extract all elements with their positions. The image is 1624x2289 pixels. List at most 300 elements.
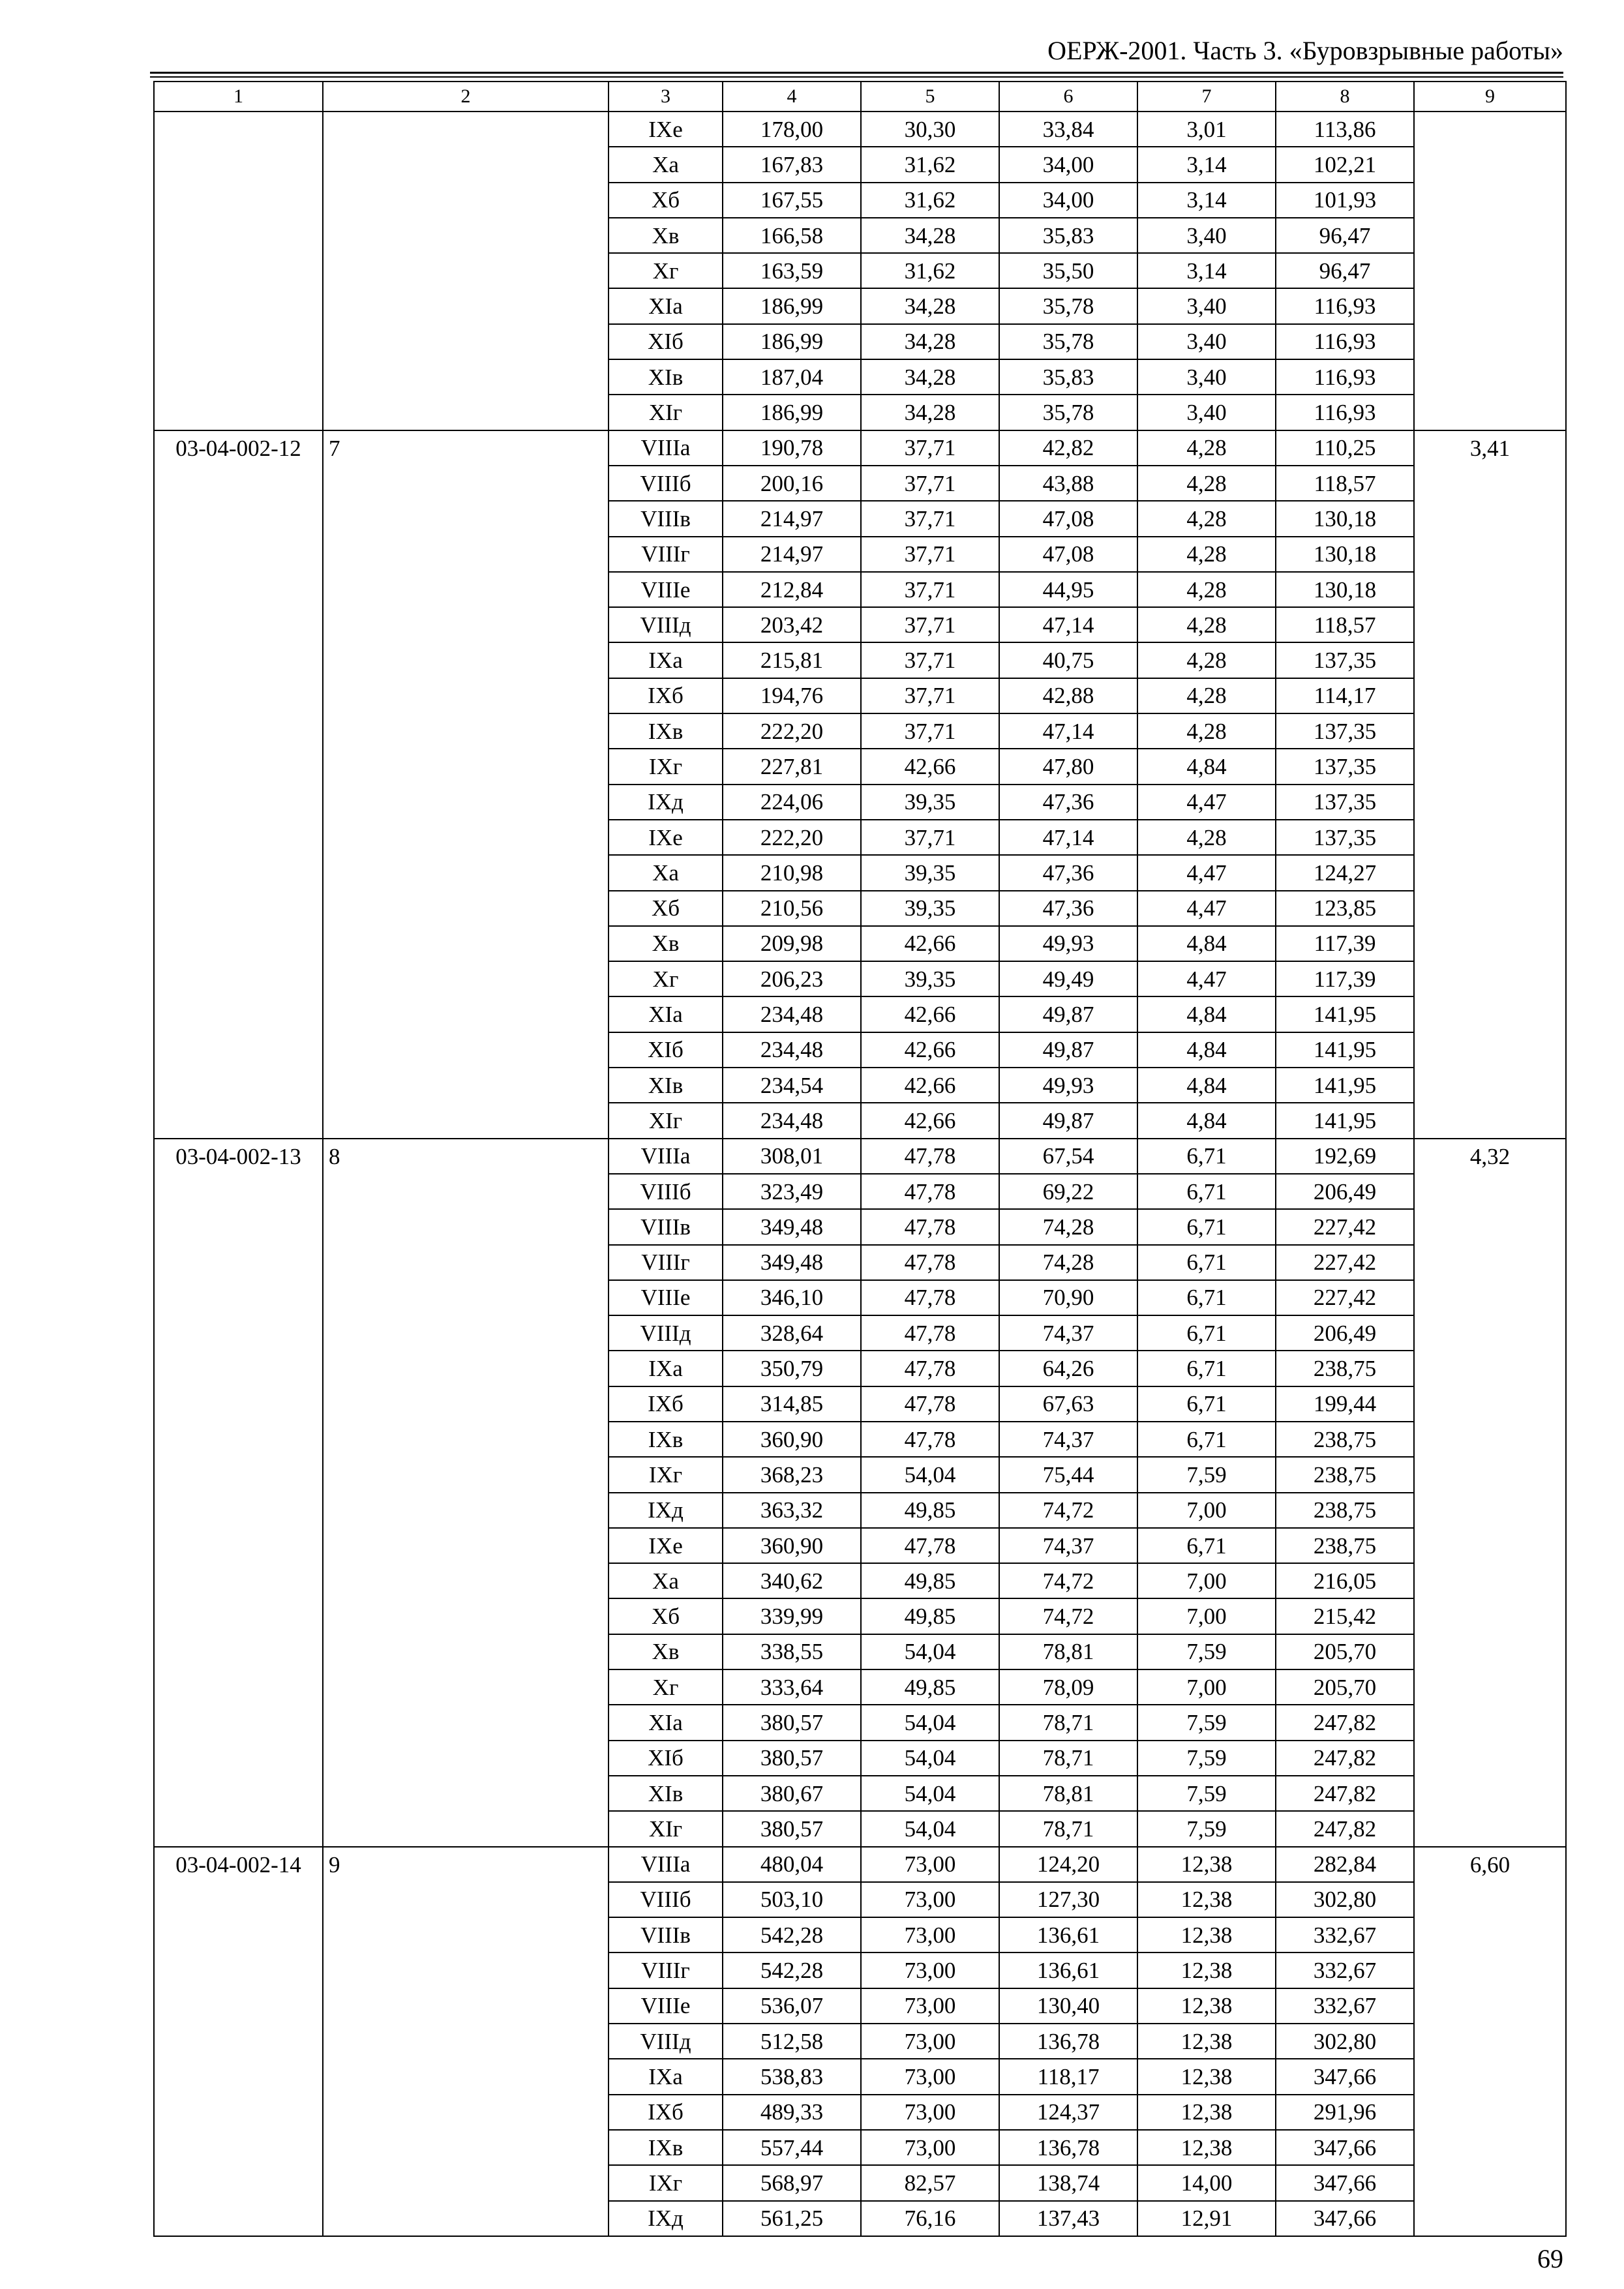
rock-group-cell: XIв	[609, 1776, 723, 1811]
rock-group-cell: IXв	[609, 2130, 723, 2165]
value-cell: 114,17	[1276, 678, 1414, 713]
value-cell: 74,37	[999, 1528, 1137, 1563]
value-cell: 54,04	[861, 1811, 999, 1846]
value-cell: 346,10	[723, 1280, 861, 1315]
value-cell: 69,22	[999, 1174, 1137, 1209]
value-cell: 238,75	[1276, 1493, 1414, 1528]
rock-group-cell: Xв	[609, 1634, 723, 1669]
value-cell: 37,71	[861, 713, 999, 749]
value-cell: 42,82	[999, 430, 1137, 466]
value-cell: 117,39	[1276, 926, 1414, 961]
value-cell: 75,44	[999, 1457, 1137, 1492]
rock-group-cell: Xг	[609, 961, 723, 996]
column-number-row	[154, 82, 1566, 112]
value-cell: 54,04	[861, 1705, 999, 1740]
value-cell: 14,00	[1137, 2165, 1276, 2200]
value-cell: 234,48	[723, 1103, 861, 1138]
value-cell: 12,38	[1137, 1882, 1276, 1917]
rock-group-cell: VIIIг	[609, 1952, 723, 1988]
rock-group-cell: XIг	[609, 1103, 723, 1138]
rock-group-cell: IXа	[609, 2059, 723, 2094]
value-cell: 380,57	[723, 1705, 861, 1740]
value-cell: 130,18	[1276, 537, 1414, 572]
value-cell: 227,42	[1276, 1209, 1414, 1244]
rate-column-2-cell	[323, 112, 609, 430]
table-row	[154, 112, 1566, 147]
value-cell: 4,47	[1137, 961, 1276, 996]
rock-group-cell: VIIIб	[609, 466, 723, 501]
rock-group-cell: VIIIа	[609, 430, 723, 466]
value-cell: 37,71	[861, 466, 999, 501]
rate-code-cell: 03-04-002-13	[154, 1139, 323, 1847]
value-cell: 73,00	[861, 1882, 999, 1917]
value-cell: 291,96	[1276, 2095, 1414, 2130]
value-cell: 42,66	[861, 1068, 999, 1103]
value-cell: 347,66	[1276, 2130, 1414, 2165]
value-cell: 49,85	[861, 1598, 999, 1634]
value-cell: 78,71	[999, 1811, 1137, 1846]
table-row	[154, 1139, 1566, 1174]
value-cell: 35,78	[999, 288, 1137, 323]
value-cell: 3,14	[1137, 147, 1276, 182]
value-cell: 73,00	[861, 1988, 999, 2024]
value-cell: 210,98	[723, 855, 861, 890]
value-cell: 206,49	[1276, 1315, 1414, 1351]
value-cell: 3,40	[1137, 288, 1276, 323]
value-cell: 192,69	[1276, 1139, 1414, 1174]
value-cell: 206,23	[723, 961, 861, 996]
rock-group-cell: VIIIд	[609, 1315, 723, 1351]
value-cell: 4,84	[1137, 1103, 1276, 1138]
rate-code-cell	[154, 112, 323, 430]
value-cell: 209,98	[723, 926, 861, 961]
value-cell: 503,10	[723, 1882, 861, 1917]
value-cell: 123,85	[1276, 891, 1414, 926]
value-cell: 7,59	[1137, 1634, 1276, 1669]
value-cell: 4,28	[1137, 713, 1276, 749]
value-cell: 82,57	[861, 2165, 999, 2200]
value-cell: 31,62	[861, 253, 999, 288]
value-cell: 70,90	[999, 1280, 1137, 1315]
value-cell: 43,88	[999, 466, 1137, 501]
value-cell: 480,04	[723, 1847, 861, 1882]
value-cell: 349,48	[723, 1245, 861, 1280]
value-cell: 47,08	[999, 501, 1137, 536]
rate-column-2-cell: 7	[323, 430, 609, 1139]
value-cell: 12,38	[1137, 1847, 1276, 1882]
value-cell: 49,93	[999, 1068, 1137, 1103]
column-header: 3	[609, 82, 723, 112]
value-cell: 380,57	[723, 1741, 861, 1776]
value-cell: 4,28	[1137, 430, 1276, 466]
value-cell: 136,78	[999, 2024, 1137, 2059]
value-cell: 37,71	[861, 820, 999, 855]
value-cell: 130,18	[1276, 501, 1414, 536]
value-cell: 227,42	[1276, 1245, 1414, 1280]
column-header: 7	[1137, 82, 1276, 112]
rock-group-cell: VIIIе	[609, 1988, 723, 2024]
value-cell: 557,44	[723, 2130, 861, 2165]
value-cell: 37,71	[861, 501, 999, 536]
value-cell: 47,14	[999, 713, 1137, 749]
value-cell: 34,28	[861, 324, 999, 359]
value-cell: 7,00	[1137, 1563, 1276, 1598]
rock-group-cell: XIб	[609, 1032, 723, 1068]
value-cell: 6,71	[1137, 1386, 1276, 1422]
value-cell: 54,04	[861, 1634, 999, 1669]
rock-group-cell: IXг	[609, 2165, 723, 2200]
value-cell: 31,62	[861, 147, 999, 182]
value-cell: 222,20	[723, 713, 861, 749]
rock-group-cell: Xа	[609, 1563, 723, 1598]
value-cell: 7,59	[1137, 1741, 1276, 1776]
value-cell: 67,54	[999, 1139, 1137, 1174]
value-cell: 512,58	[723, 2024, 861, 2059]
value-cell: 194,76	[723, 678, 861, 713]
value-cell: 332,67	[1276, 1952, 1414, 1988]
value-cell: 49,85	[861, 1493, 999, 1528]
rock-group-cell: IXе	[609, 820, 723, 855]
rock-group-cell: Xа	[609, 147, 723, 182]
value-cell: 141,95	[1276, 1068, 1414, 1103]
value-cell: 47,78	[861, 1139, 999, 1174]
rock-group-cell: IXв	[609, 1422, 723, 1457]
value-cell: 12,38	[1137, 2095, 1276, 2130]
value-cell: 35,83	[999, 218, 1137, 253]
value-cell: 186,99	[723, 324, 861, 359]
value-cell: 47,08	[999, 537, 1137, 572]
value-cell: 238,75	[1276, 1457, 1414, 1492]
rock-group-cell: Xв	[609, 218, 723, 253]
rate-column-2-cell: 8	[323, 1139, 609, 1847]
value-cell: 6,71	[1137, 1174, 1276, 1209]
value-cell: 73,00	[861, 1847, 999, 1882]
value-cell: 314,85	[723, 1386, 861, 1422]
value-cell: 34,00	[999, 147, 1137, 182]
value-cell: 54,04	[861, 1741, 999, 1776]
value-cell: 6,71	[1137, 1209, 1276, 1244]
value-cell: 117,39	[1276, 961, 1414, 996]
value-cell: 4,84	[1137, 926, 1276, 961]
value-cell: 4,28	[1137, 820, 1276, 855]
rock-group-cell: XIб	[609, 324, 723, 359]
value-cell: 124,27	[1276, 855, 1414, 890]
value-cell: 340,62	[723, 1563, 861, 1598]
value-cell: 206,49	[1276, 1174, 1414, 1209]
value-cell: 49,85	[861, 1669, 999, 1705]
value-cell: 12,38	[1137, 2059, 1276, 2094]
value-cell: 4,84	[1137, 1068, 1276, 1103]
column-header: 5	[861, 82, 999, 112]
value-cell: 37,71	[861, 572, 999, 607]
value-cell: 73,00	[861, 2024, 999, 2059]
rock-group-cell: XIг	[609, 395, 723, 430]
value-cell: 49,87	[999, 1103, 1137, 1138]
rock-group-cell: IXб	[609, 1386, 723, 1422]
value-cell: 47,36	[999, 891, 1137, 926]
value-cell: 39,35	[861, 961, 999, 996]
value-cell: 332,67	[1276, 1917, 1414, 1952]
value-cell: 178,00	[723, 112, 861, 147]
value-cell: 489,33	[723, 2095, 861, 2130]
rock-group-cell: VIIIв	[609, 501, 723, 536]
rock-group-cell: Xг	[609, 253, 723, 288]
value-cell: 39,35	[861, 855, 999, 890]
value-cell: 3,14	[1137, 183, 1276, 218]
value-cell: 78,71	[999, 1741, 1137, 1776]
value-cell: 31,62	[861, 183, 999, 218]
value-cell: 7,59	[1137, 1705, 1276, 1740]
value-cell: 42,88	[999, 678, 1137, 713]
column-header: 4	[723, 82, 861, 112]
value-cell: 118,17	[999, 2059, 1137, 2094]
value-cell: 6,71	[1137, 1245, 1276, 1280]
value-cell: 212,84	[723, 572, 861, 607]
rock-group-cell: VIIIд	[609, 607, 723, 642]
rock-group-cell: Xг	[609, 1669, 723, 1705]
value-cell: 347,66	[1276, 2165, 1414, 2200]
value-cell: 282,84	[1276, 1847, 1414, 1882]
rock-group-cell: VIIIг	[609, 1245, 723, 1280]
value-cell: 216,05	[1276, 1563, 1414, 1598]
value-cell: 3,01	[1137, 112, 1276, 147]
rock-group-cell: XIв	[609, 359, 723, 395]
value-cell: 227,42	[1276, 1280, 1414, 1315]
price-table	[153, 81, 1567, 2237]
rock-group-cell: Xб	[609, 1598, 723, 1634]
value-cell: 37,71	[861, 678, 999, 713]
value-cell: 6,71	[1137, 1422, 1276, 1457]
value-cell: 64,26	[999, 1351, 1137, 1386]
value-cell: 4,28	[1137, 572, 1276, 607]
value-cell: 247,82	[1276, 1811, 1414, 1846]
value-cell: 203,42	[723, 607, 861, 642]
value-cell: 7,00	[1137, 1493, 1276, 1528]
value-cell: 78,71	[999, 1705, 1137, 1740]
rock-group-cell: IXг	[609, 749, 723, 784]
value-cell: 349,48	[723, 1209, 861, 1244]
value-cell: 35,78	[999, 395, 1137, 430]
value-cell: 141,95	[1276, 1103, 1414, 1138]
value-cell: 302,80	[1276, 1882, 1414, 1917]
rate-code-cell: 03-04-002-12	[154, 430, 323, 1139]
value-cell: 47,78	[861, 1528, 999, 1563]
value-cell: 35,78	[999, 324, 1137, 359]
rock-group-cell: IXв	[609, 713, 723, 749]
rate-column-9-cell	[1414, 112, 1566, 430]
value-cell: 96,47	[1276, 218, 1414, 253]
value-cell: 4,84	[1137, 1032, 1276, 1068]
rock-group-cell: VIIIа	[609, 1847, 723, 1882]
value-cell: 7,59	[1137, 1457, 1276, 1492]
value-cell: 138,74	[999, 2165, 1137, 2200]
value-cell: 227,81	[723, 749, 861, 784]
value-cell: 47,78	[861, 1315, 999, 1351]
value-cell: 222,20	[723, 820, 861, 855]
header-rule-thin	[150, 76, 1563, 78]
value-cell: 74,37	[999, 1315, 1137, 1351]
value-cell: 12,38	[1137, 2130, 1276, 2165]
value-cell: 6,71	[1137, 1315, 1276, 1351]
value-cell: 101,93	[1276, 183, 1414, 218]
value-cell: 47,78	[861, 1280, 999, 1315]
value-cell: 34,28	[861, 218, 999, 253]
value-cell: 49,49	[999, 961, 1137, 996]
value-cell: 130,18	[1276, 572, 1414, 607]
value-cell: 76,16	[861, 2201, 999, 2236]
value-cell: 4,28	[1137, 607, 1276, 642]
value-cell: 118,57	[1276, 466, 1414, 501]
value-cell: 3,40	[1137, 359, 1276, 395]
value-cell: 12,38	[1137, 1952, 1276, 1988]
value-cell: 4,47	[1137, 891, 1276, 926]
value-cell: 234,48	[723, 996, 861, 1032]
value-cell: 4,47	[1137, 855, 1276, 890]
rock-group-cell: VIIIе	[609, 1280, 723, 1315]
value-cell: 368,23	[723, 1457, 861, 1492]
value-cell: 238,75	[1276, 1528, 1414, 1563]
rock-group-cell: IXе	[609, 1528, 723, 1563]
value-cell: 380,57	[723, 1811, 861, 1846]
value-cell: 74,72	[999, 1493, 1137, 1528]
value-cell: 102,21	[1276, 147, 1414, 182]
value-cell: 4,47	[1137, 785, 1276, 820]
value-cell: 12,38	[1137, 2024, 1276, 2059]
value-cell: 47,78	[861, 1386, 999, 1422]
value-cell: 542,28	[723, 1917, 861, 1952]
page-number: 69	[1537, 2244, 1563, 2273]
column-header: 9	[1414, 82, 1566, 112]
value-cell: 110,25	[1276, 430, 1414, 466]
value-cell: 33,84	[999, 112, 1137, 147]
column-header: 2	[323, 82, 609, 112]
value-cell: 360,90	[723, 1528, 861, 1563]
value-cell: 186,99	[723, 288, 861, 323]
value-cell: 42,66	[861, 1032, 999, 1068]
value-cell: 542,28	[723, 1952, 861, 1988]
value-cell: 234,48	[723, 1032, 861, 1068]
value-cell: 49,87	[999, 1032, 1137, 1068]
value-cell: 568,97	[723, 2165, 861, 2200]
value-cell: 116,93	[1276, 359, 1414, 395]
value-cell: 141,95	[1276, 996, 1414, 1032]
value-cell: 380,67	[723, 1776, 861, 1811]
rock-group-cell: IXг	[609, 1457, 723, 1492]
value-cell: 47,78	[861, 1245, 999, 1280]
value-cell: 73,00	[861, 2130, 999, 2165]
value-cell: 302,80	[1276, 2024, 1414, 2059]
value-cell: 73,00	[861, 1917, 999, 1952]
value-cell: 39,35	[861, 891, 999, 926]
value-cell: 136,61	[999, 1917, 1137, 1952]
value-cell: 6,71	[1137, 1139, 1276, 1174]
header-rule	[150, 72, 1563, 74]
value-cell: 247,82	[1276, 1705, 1414, 1740]
value-cell: 4,28	[1137, 537, 1276, 572]
value-cell: 74,28	[999, 1245, 1137, 1280]
value-cell: 49,93	[999, 926, 1137, 961]
value-cell: 35,83	[999, 359, 1137, 395]
value-cell: 73,00	[861, 1952, 999, 1988]
value-cell: 215,81	[723, 642, 861, 678]
rock-group-cell: XIв	[609, 1068, 723, 1103]
value-cell: 54,04	[861, 1776, 999, 1811]
value-cell: 247,82	[1276, 1776, 1414, 1811]
value-cell: 34,28	[861, 359, 999, 395]
value-cell: 7,00	[1137, 1669, 1276, 1705]
rock-group-cell: VIIIв	[609, 1917, 723, 1952]
rock-group-cell: IXб	[609, 2095, 723, 2130]
value-cell: 4,84	[1137, 996, 1276, 1032]
rock-group-cell: Xа	[609, 855, 723, 890]
value-cell: 137,35	[1276, 713, 1414, 749]
value-cell: 4,28	[1137, 466, 1276, 501]
value-cell: 360,90	[723, 1422, 861, 1457]
rate-column-9-cell: 4,32	[1414, 1139, 1566, 1847]
rock-group-cell: Xв	[609, 926, 723, 961]
rock-group-cell: XIг	[609, 1811, 723, 1846]
value-cell: 74,28	[999, 1209, 1137, 1244]
value-cell: 328,64	[723, 1315, 861, 1351]
value-cell: 332,67	[1276, 1988, 1414, 2024]
value-cell: 37,71	[861, 430, 999, 466]
value-cell: 6,71	[1137, 1351, 1276, 1386]
value-cell: 141,95	[1276, 1032, 1414, 1068]
value-cell: 323,49	[723, 1174, 861, 1209]
value-cell: 54,04	[861, 1457, 999, 1492]
value-cell: 538,83	[723, 2059, 861, 2094]
rock-group-cell: VIIIд	[609, 2024, 723, 2059]
value-cell: 116,93	[1276, 288, 1414, 323]
rock-group-cell: VIIIе	[609, 572, 723, 607]
value-cell: 47,14	[999, 607, 1137, 642]
value-cell: 42,66	[861, 1103, 999, 1138]
value-cell: 67,63	[999, 1386, 1137, 1422]
value-cell: 78,81	[999, 1634, 1137, 1669]
rock-group-cell: VIIIб	[609, 1174, 723, 1209]
value-cell: 350,79	[723, 1351, 861, 1386]
value-cell: 333,64	[723, 1669, 861, 1705]
value-cell: 49,85	[861, 1563, 999, 1598]
value-cell: 339,99	[723, 1598, 861, 1634]
rock-group-cell: VIIIв	[609, 1209, 723, 1244]
value-cell: 137,35	[1276, 785, 1414, 820]
value-cell: 47,80	[999, 749, 1137, 784]
value-cell: 338,55	[723, 1634, 861, 1669]
value-cell: 214,97	[723, 537, 861, 572]
value-cell: 7,00	[1137, 1598, 1276, 1634]
rate-column-2-cell: 9	[323, 1847, 609, 2236]
value-cell: 37,71	[861, 607, 999, 642]
value-cell: 74,72	[999, 1598, 1137, 1634]
value-cell: 224,06	[723, 785, 861, 820]
value-cell: 47,36	[999, 785, 1137, 820]
value-cell: 215,42	[1276, 1598, 1414, 1634]
value-cell: 137,35	[1276, 820, 1414, 855]
value-cell: 200,16	[723, 466, 861, 501]
value-cell: 136,78	[999, 2130, 1137, 2165]
value-cell: 163,59	[723, 253, 861, 288]
value-cell: 137,43	[999, 2201, 1137, 2236]
value-cell: 78,09	[999, 1669, 1137, 1705]
rock-group-cell: IXа	[609, 642, 723, 678]
value-cell: 7,59	[1137, 1776, 1276, 1811]
value-cell: 96,47	[1276, 253, 1414, 288]
value-cell: 3,14	[1137, 253, 1276, 288]
rock-group-cell: IXд	[609, 785, 723, 820]
value-cell: 347,66	[1276, 2059, 1414, 2094]
rate-code-cell: 03-04-002-14	[154, 1847, 323, 2236]
